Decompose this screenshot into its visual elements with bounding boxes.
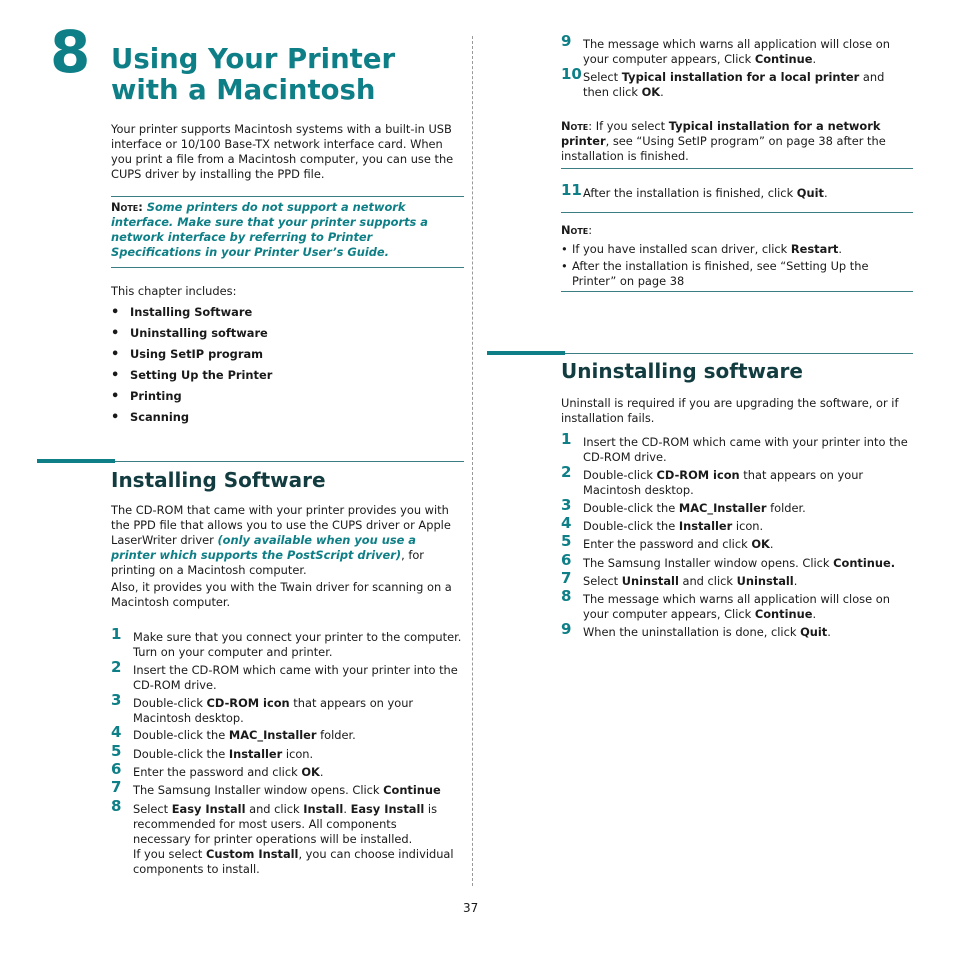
chapter-contents-list bbox=[111, 305, 411, 431]
step-number: 10 bbox=[561, 65, 582, 83]
note-label: Note bbox=[561, 119, 589, 133]
chapter-intro: Your printer supports Macintosh systems with a built-in USB interface or 10/100 Base-TX network interface card. When you print a file from a Macintosh computer, you can use the CUPS driver by installing the PPD file. bbox=[111, 122, 454, 181]
step-text: Insert the CD-ROM which came with your printer into the CD-ROM drive. bbox=[133, 663, 458, 692]
chapter-includes-lead: This chapter includes: bbox=[111, 284, 237, 298]
section-bar bbox=[487, 351, 565, 355]
step-text: The Samsung Installer window opens. Click Continue bbox=[133, 783, 441, 797]
installing-intro-a: The CD-ROM that came with your printer provides you with the PPD file that allows you to use the CUPS driver or Apple LaserWriter driver bbox=[111, 503, 451, 547]
step-number: 2 bbox=[111, 658, 122, 676]
step-text: Double-click CD-ROM icon that appears on your Macintosh desktop. bbox=[133, 696, 414, 725]
note-network-text bbox=[111, 200, 464, 260]
note-list-item: • After the installation is finished, see “Setting Up the Printer” on page 38 bbox=[561, 259, 913, 289]
step-text: Make sure that you connect your printer to the computer. Turn on your computer and printer. bbox=[133, 630, 462, 659]
step-number: 4 bbox=[561, 514, 572, 532]
step-number: 11 bbox=[561, 181, 582, 199]
installing-title: Installing Software bbox=[111, 468, 326, 492]
step-number: 6 bbox=[111, 760, 122, 778]
installing-intro bbox=[111, 503, 464, 578]
note-network-body: Some printers do not support a network interface. Make sure that your printer supports a network interface by referring to Printer Specifications in your Printer User’s Guide. bbox=[111, 200, 428, 259]
step-number: 5 bbox=[561, 532, 572, 550]
contents-item[interactable]: • Scanning bbox=[111, 410, 411, 431]
note-box-network-install bbox=[561, 113, 913, 169]
step-number: 7 bbox=[561, 569, 572, 587]
note-after-install-list bbox=[561, 242, 913, 289]
column-divider bbox=[472, 36, 473, 886]
installing-intro-emphasis: (only available when you use a printer which supports the PostScript driver) bbox=[111, 533, 416, 562]
note-box-after-install bbox=[561, 212, 913, 292]
chapter-number: 8 bbox=[50, 18, 91, 86]
step-text: Select Typical installation for a local printer and then click OK. bbox=[583, 70, 885, 99]
section-rule bbox=[565, 353, 913, 354]
step-number: 9 bbox=[561, 620, 572, 638]
step-number: 5 bbox=[111, 742, 122, 760]
note-network-install-text: Note: If you select Typical installation for a network printer, see “Using SetIP program” on page 38 after the installation is finished. bbox=[561, 119, 886, 163]
step-text: Insert the CD-ROM which came with your printer into the CD-ROM drive. bbox=[583, 435, 908, 464]
step-text: Select Uninstall and click Uninstall. bbox=[583, 574, 798, 588]
note-after-install-header: Note: bbox=[561, 223, 593, 237]
step-number: 2 bbox=[561, 463, 572, 481]
note-list-item: • If you have installed scan driver, click Restart. bbox=[561, 242, 913, 257]
note-label: Note: bbox=[111, 200, 143, 214]
step-number: 8 bbox=[561, 587, 572, 605]
note-box-network bbox=[111, 196, 464, 268]
step-text: The message which warns all application will close on your computer appears, Click Continue. bbox=[583, 592, 890, 621]
step-text: When the uninstallation is done, click Quit. bbox=[583, 625, 831, 639]
page-number: 37 bbox=[463, 901, 479, 915]
uninstalling-title: Uninstalling software bbox=[561, 359, 803, 383]
step-number: 9 bbox=[561, 32, 572, 50]
step-number: 3 bbox=[111, 691, 122, 709]
step-number: 3 bbox=[561, 496, 572, 514]
step-text: The Samsung Installer window opens. Click Continue. bbox=[583, 556, 896, 570]
contents-item[interactable]: • Uninstalling software bbox=[111, 326, 411, 347]
step-text: Enter the password and click OK. bbox=[583, 537, 774, 551]
contents-item[interactable]: • Installing Software bbox=[111, 305, 411, 326]
step-number: 8 bbox=[111, 797, 122, 815]
note-label: Note bbox=[561, 223, 589, 237]
step-number: 7 bbox=[111, 778, 122, 796]
step-number: 6 bbox=[561, 551, 572, 569]
step-text: Double-click the Installer icon. bbox=[583, 519, 764, 533]
contents-item[interactable]: • Using SetIP program bbox=[111, 347, 411, 368]
step-text: Enter the password and click OK. bbox=[133, 765, 324, 779]
step-number: 1 bbox=[111, 625, 122, 643]
installing-intro-c: , for printing on a Macintosh computer. bbox=[111, 548, 424, 577]
step-text: After the installation is finished, click Quit. bbox=[583, 186, 828, 200]
contents-item[interactable]: • Printing bbox=[111, 389, 411, 410]
contents-item[interactable]: • Setting Up the Printer bbox=[111, 368, 411, 389]
installing-intro2: Also, it provides you with the Twain driver for scanning on a Macintosh computer. bbox=[111, 580, 452, 609]
step-text: The message which warns all application will close on your computer appears, Click Continue. bbox=[583, 37, 890, 66]
uninstalling-intro: Uninstall is required if you are upgrading the software, or if installation fails. bbox=[561, 396, 899, 425]
step-text: Double-click the MAC_Installer folder. bbox=[133, 728, 356, 742]
step-text: Select Easy Install and click Install. Easy Install is recommended for most users. All components necessary for printer operations will be installed. If you select Custom Install, you can choose individual components to install. bbox=[133, 802, 454, 876]
section-bar bbox=[37, 459, 115, 463]
chapter-title: Using Your Printer with a Macintosh bbox=[111, 43, 396, 106]
step-number: 1 bbox=[561, 430, 572, 448]
step-text: Double-click the MAC_Installer folder. bbox=[583, 501, 806, 515]
section-rule bbox=[115, 461, 464, 462]
step-text: Double-click the Installer icon. bbox=[133, 747, 314, 761]
step-text: Double-click CD-ROM icon that appears on your Macintosh desktop. bbox=[583, 468, 864, 497]
step-number: 4 bbox=[111, 723, 122, 741]
